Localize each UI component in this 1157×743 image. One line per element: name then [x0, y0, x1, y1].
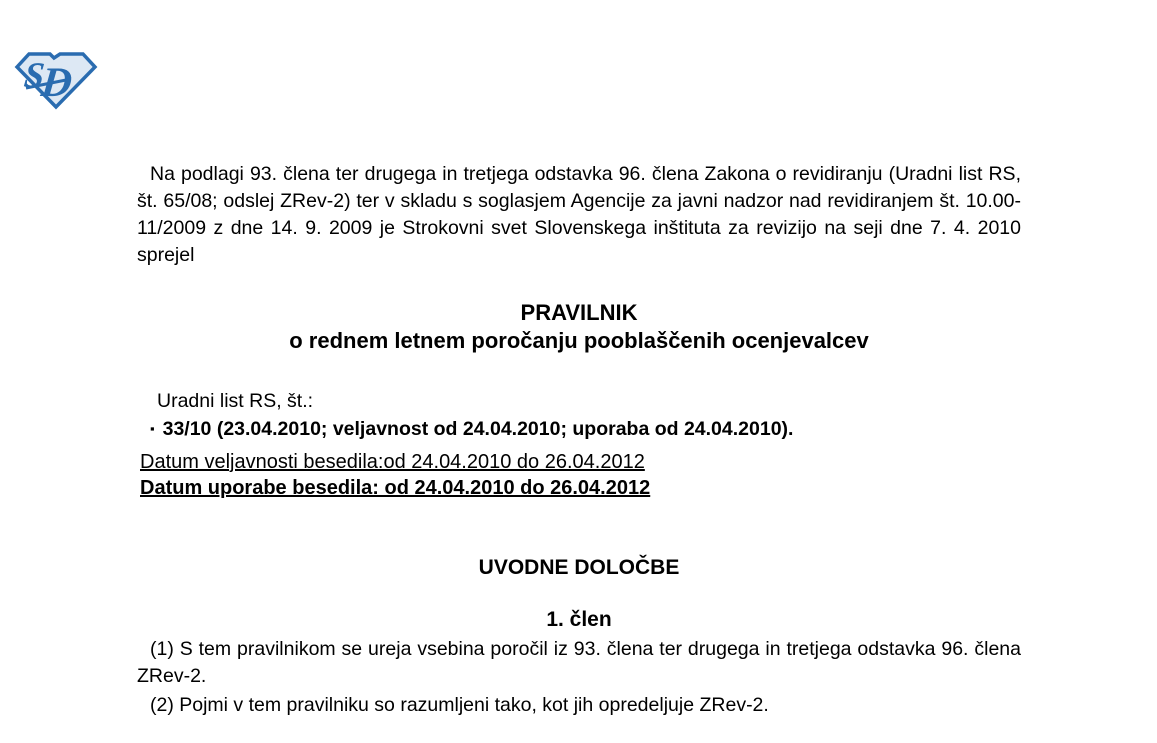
article-paragraph-1: (1) S tem pravilnikom se ureja vsebina poročil iz 93. člena ter drugega in tretjega odstavka 96. člena ZRev-2.	[137, 638, 1021, 687]
article-heading: 1. člen	[546, 608, 612, 631]
official-gazette-item	[150, 415, 1034, 443]
section-heading: UVODNE DOLOČBE	[478, 556, 680, 579]
validity-date-line: Datum veljavnosti besedila:od 24.04.2010 do 26.04.2012	[140, 451, 645, 473]
intro-paragraph: Na podlagi 93. člena ter drugega in tretjega odstavka 96. člena Zakona o revidiranju (Uradni list RS, št. 65/08; odslej ZRev-2) ter v skladu s soglasjem Agencije za javni nadzor nad revidiranjem št. 10.00-11/2009 z dne 14. 9. 2009 je Strokovni svet Slovenskega inštituta za revizijo na seji dne 7. 4. 2010 sprejel	[137, 163, 1021, 266]
sd-shield-logo	[14, 50, 98, 110]
official-gazette-item-text: 33/10 (23.04.2010; veljavnost od 24.04.2010; uporaba od 24.04.2010).	[162, 418, 794, 440]
title-line-1: PRAVILNIK	[520, 300, 638, 325]
title-line-2: o rednem letnem poročanju pooblaščenih ocenjevalcev	[289, 328, 869, 353]
svg-text:D: D	[39, 59, 75, 106]
official-gazette-label: Uradni list RS, št.:	[157, 390, 314, 412]
sd-shield-icon	[14, 50, 98, 110]
svg-text:S: S	[22, 55, 43, 95]
square-bullet-icon: ▪	[150, 421, 155, 436]
validity-dates-section	[140, 449, 1024, 501]
official-gazette-section	[150, 388, 1034, 443]
document-title	[137, 299, 1021, 355]
article-paragraph-2: (2) Pojmi v tem pravilniku so razumljeni tako, kot jih opredeljuje ZRev-2.	[150, 694, 769, 716]
usage-date-line: Datum uporabe besedila: od 24.04.2010 do 26.04.2012	[140, 477, 651, 499]
